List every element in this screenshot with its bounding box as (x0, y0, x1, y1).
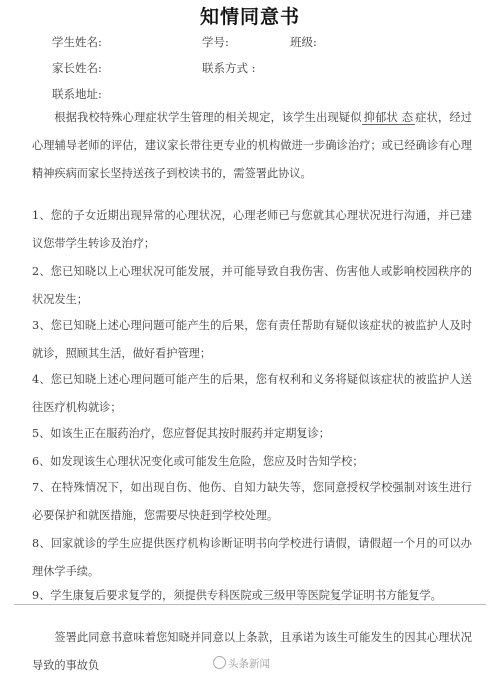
clause-3: 3、您已知晓上述心理问题可能产生的后果，您有责任帮助有疑似该症状的被监护人及时就诊，照顾其生活，做好看护管理； (32, 319, 472, 360)
parent-name-label: 家长姓名: (52, 61, 102, 75)
clause-1: 1、您的子女近期出现异常的心理状况，心理老师已与您就其心理状况进行沟通，并已建议您带学生转诊及治疗； (32, 209, 472, 250)
symptom-underline-2: 态 (401, 111, 414, 124)
clause-4: 4、您已知晓上述心理问题可能产生的后果，您有权利和义务将疑似该症状的被监护人送往医疗机构就诊； (32, 373, 472, 414)
clause-2: 2、您已知晓以上心理状况可能发展，并可能导致自我伤害、伤害他人或影响校园秩序的状况发生； (32, 265, 472, 306)
symptom-underline-1: 抑郁状 (363, 111, 398, 124)
intro-part1: 根据我校特殊心理症状学生管理的相关规定，该学生出现疑似 (54, 111, 362, 124)
student-name-label: 学生姓名: (52, 35, 102, 49)
contact-label: 联系方式 : (202, 61, 256, 75)
clause-6: 6、如发现该生心理状况变化或可能发生危险，您应及时告知学校； (32, 455, 364, 468)
document-title: 知情同意书 (199, 6, 300, 28)
weibo-icon (213, 656, 226, 669)
watermark-text: 头条新闻 (228, 658, 270, 670)
student-id-label: 学号: (202, 35, 229, 49)
class-label: 班级: (290, 35, 317, 49)
source-watermark (213, 656, 270, 671)
intro-paragraph (32, 104, 472, 188)
clause-5: 5、如该生正在服药治疗，您应督促其按时服药并定期复诊； (32, 427, 330, 440)
closing-paragraph: 签署此同意书意味着您知晓并同意以上条款，且承诺为该生可能发生的因其心理状况导致的事故负 (32, 631, 472, 672)
address-label: 联系地址: (52, 87, 102, 101)
page-break-line (14, 604, 486, 605)
clause-7: 7、在特殊情况下，如出现自伤、他伤、自知力缺失等，您同意授权学校强制对该生进行必要保护和就医措施，您需要尽快赶到学校处理。 (32, 481, 472, 522)
intro-part2: 症状，经过心理辅导老师的评估，建议家长带往更专业的机构做进一步确诊治疗；或已经确诊有心理精神疾病而家长坚持送孩子到校读书的，需签署此协议。 (32, 111, 472, 180)
clause-8: 8、回家就诊的学生应提供医疗机构诊断证明书向学校进行请假，请假超一个月的可以办理休学手续。 (32, 537, 472, 578)
clause-9: 9、学生康复后要求复学的，须提供专科医院或三级甲等医院复学证明书方能复学。 (32, 589, 442, 602)
